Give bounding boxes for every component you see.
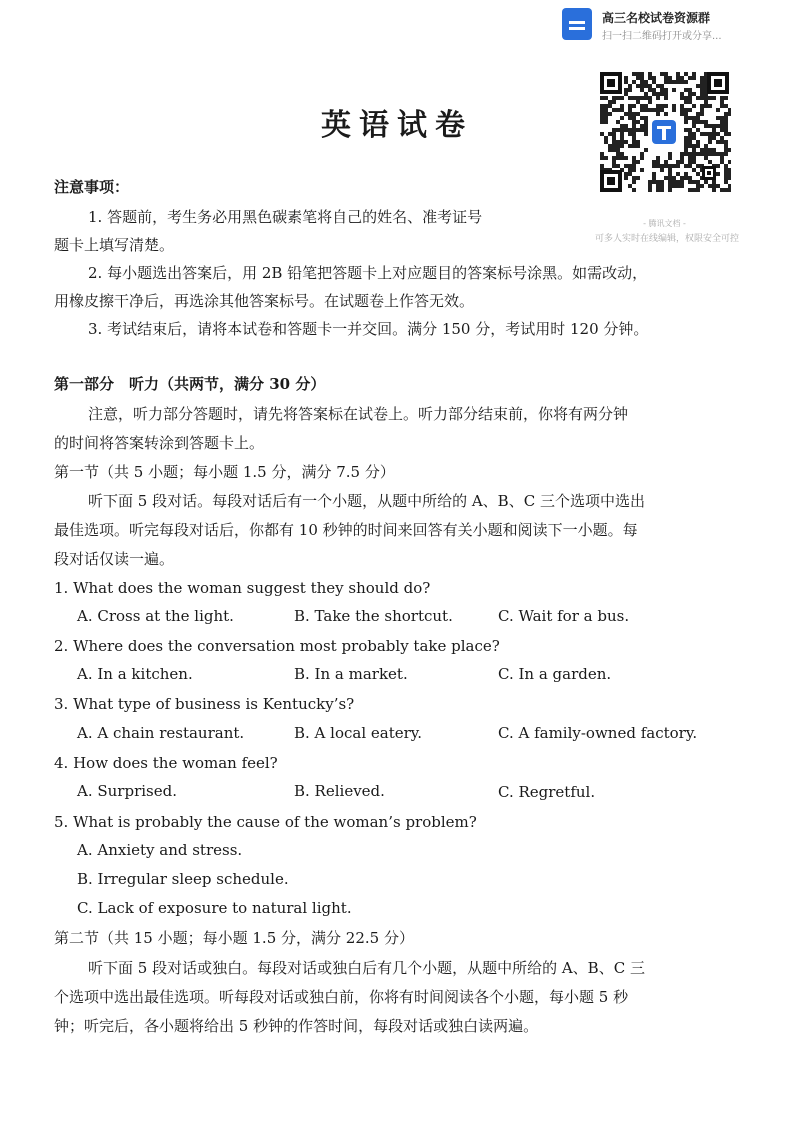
question-4-option-a: A. Surprised.	[77, 782, 177, 800]
banner-subtitle: 扫一扫二维码打开或分享...	[602, 31, 722, 42]
note-1-line-1: 1. 答题前，考生务必用黑色碳素笔将自己的姓名、准考证号	[88, 208, 483, 226]
note-2-line-2: 用橡皮擦干净后，再选涂其他答案标号。在试题卷上作答无效。	[54, 292, 475, 310]
note-2-line-1: 2. 每小题选出答案后，用 2B 铅笔把答题卡上对应题目的答案标号涂黑。如需改动，	[88, 264, 648, 282]
part-1-intro-line-1: 注意，听力部分答题时，请先将答案标在试卷上。听力部分结束前，你将有两分钟	[88, 405, 629, 423]
section-1-intro-line-3: 段对话仅读一遍。	[54, 550, 175, 568]
question-5-option-c: C. Lack of exposure to natural light.	[77, 899, 352, 917]
section-1-heading: 第一节（共 5 小题；每小题 1.5 分，满分 7.5 分）	[54, 463, 395, 481]
share-banner[interactable]	[562, 6, 782, 42]
section-2-intro-line-1: 听下面 5 段对话或独白。每段对话或独白后有几个小题，从题中所给的 A、B、C 三	[88, 959, 645, 977]
section-2-heading: 第二节（共 15 小题；每小题 1.5 分，满分 22.5 分）	[54, 929, 414, 947]
question-4: 4. How does the woman feel?	[54, 754, 278, 772]
question-3-option-a: A. A chain restaurant.	[77, 724, 245, 742]
question-4-option-b: B. Relieved.	[294, 782, 385, 800]
page-title: 英语试卷	[321, 108, 473, 143]
qr-caption-sub: 可多人实时在线编辑，权限安全可控	[594, 234, 739, 244]
part-1-heading: 第一部分 听力（共两节，满分 30 分）	[54, 375, 326, 393]
question-3: 3. What type of business is Kentucky’s?	[54, 695, 355, 713]
question-5-option-a: A. Anxiety and stress.	[77, 841, 243, 859]
note-3: 3. 考试结束后，请将本试卷和答题卡一并交回。满分 150 分，考试用时 120 分钟。	[88, 320, 649, 338]
question-1: 1. What does the woman suggest they should do?	[54, 579, 431, 597]
question-3-option-c: C. A family-owned factory.	[498, 724, 698, 742]
question-2-option-b: B. In a market.	[294, 665, 408, 683]
question-2-option-a: A. In a kitchen.	[77, 665, 193, 683]
section-1-intro-line-1: 听下面 5 段对话。每段对话后有一个小题，从题中所给的 A、B、C 三个选项中选出	[88, 492, 645, 510]
notes-heading: 注意事项：	[54, 178, 130, 196]
note-1-line-2: 题卡上填写清楚。	[54, 236, 175, 254]
question-4-option-c: C. Regretful.	[498, 783, 596, 801]
part-1-intro-line-2: 的时间将答案转涂到答题卡上。	[54, 434, 265, 452]
question-1-option-a: A. Cross at the light.	[77, 607, 234, 625]
question-3-option-b: B. A local eatery.	[294, 724, 423, 742]
question-2-option-c: C. In a garden.	[498, 665, 612, 683]
question-5: 5. What is probably the cause of the woman’s problem?	[54, 813, 477, 831]
banner-title: 高三名校试卷资源群	[602, 11, 711, 25]
section-2-intro-line-2: 个选项中选出最佳选项。听每段对话或独白前，你将有时间阅读各个小题，每小题 5 秒	[54, 988, 629, 1006]
qr-caption: - 腾讯文档 -	[643, 219, 686, 228]
question-5-option-b: B. Irregular sleep schedule.	[77, 870, 289, 888]
section-2-intro-line-3: 钟；听完后，各小题将给出 5 秒钟的作答时间，每段对话或独白读两遍。	[54, 1017, 539, 1035]
question-2: 2. Where does the conversation most probably take place?	[54, 637, 500, 655]
question-1-option-b: B. Take the shortcut.	[294, 607, 453, 625]
question-1-option-c: C. Wait for a bus.	[498, 607, 630, 625]
section-1-intro-line-2: 最佳选项。听完每段对话后，你都有 10 秒钟的时间来回答有关小题和阅读下一小题。每	[54, 521, 638, 539]
document-icon	[562, 8, 592, 40]
